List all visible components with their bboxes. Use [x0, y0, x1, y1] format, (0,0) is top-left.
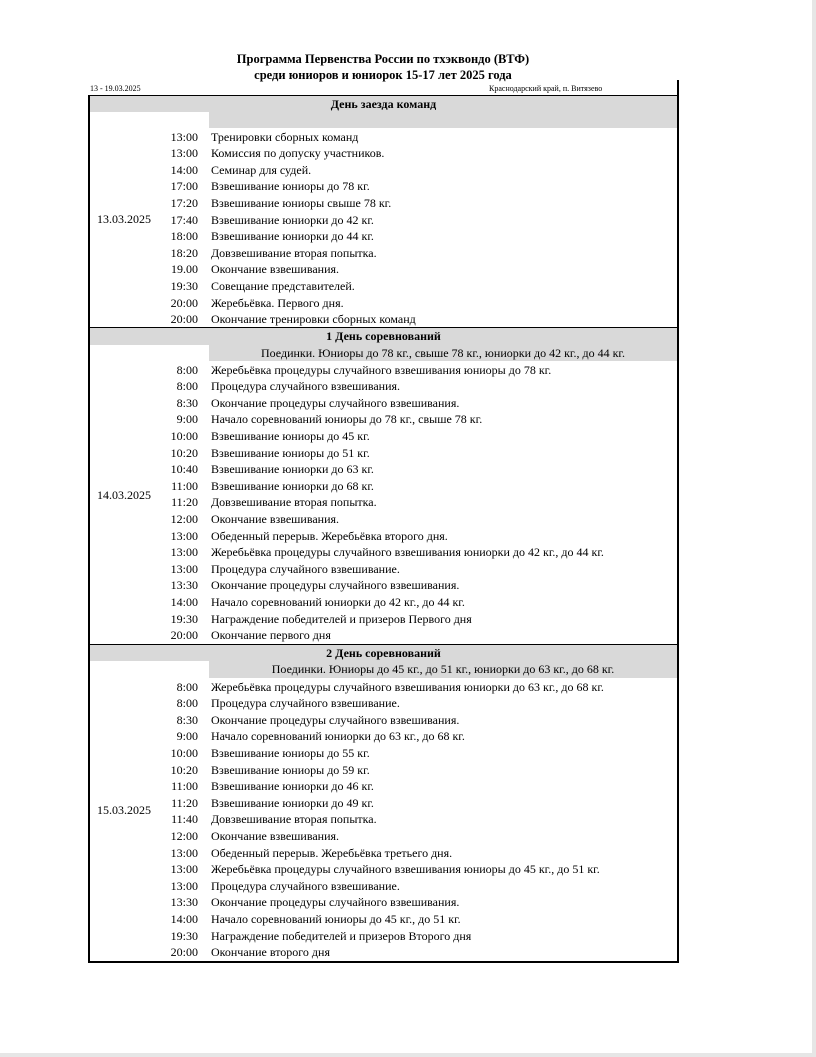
schedule-row: [90, 445, 677, 462]
event-time: 20:00: [170, 295, 198, 310]
event-time: 13:00: [170, 878, 198, 893]
schedule-row: [90, 845, 677, 862]
day-separator: [88, 961, 679, 963]
event-description: Комиссия по допуску участников.: [211, 146, 385, 161]
event-time: 12:00: [170, 828, 198, 843]
event-time: 19.00: [171, 262, 198, 277]
schedule-row: [90, 728, 677, 745]
event-description: Жеребьёвка процедуры случайного взвешивания юниоры до 78 кг.: [211, 362, 552, 377]
schedule-row: [90, 411, 677, 428]
event-description: Взвешивание юниоры до 78 кг.: [211, 179, 370, 194]
event-time: 19:30: [170, 611, 198, 626]
event-time: 18:00: [170, 229, 198, 244]
event-description: Начало соревнований юниоры до 45 кг., до 51 кг.: [211, 911, 461, 926]
event-time: 10:00: [170, 745, 198, 760]
event-time: 20:00: [170, 312, 198, 327]
day-date: 13.03.2025: [97, 212, 151, 226]
event-description: Начало соревнований юниорки до 63 кг., до 68 кг.: [211, 729, 465, 744]
schedule-row: [90, 212, 677, 229]
schedule-row: [90, 944, 677, 961]
event-description: Жеребьёвка. Первого дня.: [211, 295, 344, 310]
event-description: Взвешивание юниорки до 68 кг.: [211, 478, 374, 493]
event-time: 13:00: [170, 561, 198, 576]
event-time: 14:00: [170, 162, 198, 177]
day-date: 15.03.2025: [97, 803, 151, 817]
schedule-row: [90, 528, 677, 545]
event-description: Начало соревнований юниоры до 78 кг., свыше 78 кг.: [211, 412, 483, 427]
day-title: 2 День соревнований: [326, 646, 441, 660]
schedule-row: [90, 195, 677, 212]
event-time: 11:00: [171, 779, 198, 794]
event-time: 13:00: [170, 528, 198, 543]
event-time: 9:00: [176, 729, 198, 744]
event-description: Обеденный перерыв. Жеребьёвка второго дня.: [211, 528, 448, 543]
event-description: Взвешивание юниоры до 55 кг.: [211, 745, 370, 760]
event-description: Жеребьёвка процедуры случайного взвешивания юниоры до 45 кг., до 51 кг.: [211, 862, 600, 877]
event-time: 10:40: [170, 462, 198, 477]
schedule-row: [90, 712, 677, 729]
schedule-row: [90, 461, 677, 478]
schedule-row: [90, 611, 677, 628]
schedule-row: [90, 362, 677, 379]
event-description: Взвешивание юниорки до 42 кг.: [211, 212, 374, 227]
schedule-row: [90, 162, 677, 179]
event-time: 8:30: [176, 395, 198, 410]
event-description: Окончание второго дня: [211, 945, 330, 960]
event-description: Довзвешивание вторая попытка.: [211, 495, 377, 510]
event-time: 12:00: [170, 511, 198, 526]
table-right-border: [677, 80, 679, 963]
event-time: 19:30: [170, 928, 198, 943]
event-description: Окончание процедуры случайного взвешивания.: [211, 578, 460, 593]
event-description: Взвешивание юниорки до 63 кг.: [211, 462, 374, 477]
schedule-row: [90, 245, 677, 262]
schedule-row: [90, 695, 677, 712]
event-description: Жеребьёвка процедуры случайного взвешивания юниорки до 63 кг., до 68 кг.: [211, 679, 604, 694]
schedule-row: [90, 178, 677, 195]
schedule-row: [90, 894, 677, 911]
event-time: 20:00: [170, 945, 198, 960]
event-description: Довзвешивание вторая попытка.: [211, 245, 377, 260]
day-header-gap: [90, 345, 209, 361]
event-time: 19:30: [170, 278, 198, 293]
schedule-row: [90, 295, 677, 312]
schedule-row: [90, 261, 677, 278]
event-description: Взвешивание юниоры до 45 кг.: [211, 428, 370, 443]
event-time: 10:20: [170, 445, 198, 460]
schedule-row: [90, 228, 677, 245]
event-time: 11:20: [171, 495, 198, 510]
document-title-line1: Программа Первенства России по тхэквондо (ВТФ): [236, 52, 530, 66]
event-time: 13:00: [170, 146, 198, 161]
event-description: Взвешивание юниоры до 59 кг.: [211, 762, 370, 777]
schedule-row: [90, 278, 677, 295]
event-description: Окончание процедуры случайного взвешивания.: [211, 712, 460, 727]
event-time: 11:00: [171, 478, 198, 493]
event-time: 11:40: [171, 812, 198, 827]
schedule-row: [90, 378, 677, 395]
schedule-row: [90, 428, 677, 445]
schedule-row: [90, 811, 677, 828]
event-description: Окончание взвешивания.: [211, 511, 340, 526]
event-time: 13:30: [170, 578, 198, 593]
schedule-row: [90, 129, 677, 146]
event-description: Тренировки сборных команд: [211, 129, 359, 144]
event-time: 8:00: [176, 679, 198, 694]
event-time: 13:00: [170, 545, 198, 560]
day-date: 14.03.2025: [97, 488, 151, 502]
schedule-row: [90, 511, 677, 528]
day-header-gap: [90, 112, 209, 128]
schedule-row: [90, 478, 677, 495]
schedule-row: [90, 928, 677, 945]
event-description: Процедура случайного взвешивания.: [211, 379, 401, 394]
event-time: 13:00: [170, 862, 198, 877]
event-time: 17:20: [170, 195, 198, 210]
event-time: 13:30: [170, 895, 198, 910]
event-time: 17:40: [170, 212, 198, 227]
event-description: Процедура случайного взвешивание.: [211, 878, 400, 893]
event-time: 8:00: [176, 379, 198, 394]
event-time: 13:00: [170, 845, 198, 860]
day-header-gap: [90, 661, 209, 678]
event-description: Совещание представителей.: [211, 278, 355, 293]
event-location: Краснодарский край, п. Витязево: [489, 84, 603, 93]
schedule-row: [90, 627, 677, 644]
schedule-row: [90, 762, 677, 779]
event-description: Процедура случайного взвешивание.: [211, 696, 400, 711]
schedule-row: [90, 577, 677, 594]
event-description: Семинар для судей.: [211, 162, 312, 177]
event-description: Процедура случайного взвешивание.: [211, 561, 400, 576]
event-time: 8:00: [176, 362, 198, 377]
schedule-row: [90, 594, 677, 611]
event-description: Окончание тренировки сборных команд: [211, 312, 416, 327]
schedule-row: [90, 679, 677, 696]
event-description: Окончание процедуры случайного взвешивания.: [211, 895, 460, 910]
day-title: День заезда команд: [330, 97, 437, 111]
schedule-row: [90, 778, 677, 795]
event-time: 10:20: [170, 762, 198, 777]
event-description: Взвешивание юниорки до 44 кг.: [211, 229, 374, 244]
schedule-row: [90, 544, 677, 561]
schedule-row: [90, 494, 677, 511]
event-description: Окончание взвешивания.: [211, 262, 340, 277]
schedule-row: [90, 828, 677, 845]
event-time: 11:20: [171, 795, 198, 810]
event-time: 18:20: [170, 245, 198, 260]
document-title-line2: среди юниоров и юниорок 15-17 лет 2025 года: [254, 68, 512, 82]
event-description: Взвешивание юниорки до 49 кг.: [211, 795, 374, 810]
schedule-row: [90, 861, 677, 878]
event-time: 20:00: [170, 628, 198, 643]
event-time: 13:00: [170, 129, 198, 144]
event-description: Награждение победителей и призеров Первого дня: [211, 611, 472, 626]
event-description: Окончание процедуры случайного взвешивания.: [211, 395, 460, 410]
day-subtitle: Поединки. Юниоры до 45 кг., до 51 кг., юниорки до 63 кг., до 68 кг.: [271, 662, 615, 676]
event-description: Обеденный перерыв. Жеребьёвка третьего дня.: [211, 845, 453, 860]
day-title: 1 День соревнований: [326, 329, 441, 343]
schedule-row: [90, 395, 677, 412]
event-time: 8:30: [176, 712, 198, 727]
event-description: Жеребьёвка процедуры случайного взвешивания юниорки до 42 кг., до 44 кг.: [211, 545, 604, 560]
event-description: Взвешивание юниоры свыше 78 кг.: [211, 195, 392, 210]
day-subtitle: Поединки. Юниоры до 78 кг., свыше 78 кг., юниорки до 42 кг., до 44 кг.: [260, 346, 625, 360]
event-description: Довзвешивание вторая попытка.: [211, 812, 377, 827]
event-time: 8:00: [176, 696, 198, 711]
event-description: Окончание первого дня: [211, 628, 331, 643]
schedule-row: [90, 561, 677, 578]
schedule-row: [90, 878, 677, 895]
event-description: Начало соревнований юниорки до 42 кг., до 44 кг.: [211, 594, 465, 609]
event-time: 9:00: [176, 412, 198, 427]
schedule-row: [90, 145, 677, 162]
event-dates: 13 - 19.03.2025: [90, 84, 141, 93]
schedule-row: [90, 745, 677, 762]
event-description: Взвешивание юниорки до 46 кг.: [211, 779, 374, 794]
event-description: Окончание взвешивания.: [211, 828, 340, 843]
schedule-row: [90, 795, 677, 812]
event-time: 10:00: [170, 428, 198, 443]
schedule-row: [90, 911, 677, 928]
event-time: 14:00: [170, 911, 198, 926]
schedule-row: [90, 311, 677, 328]
event-time: 14:00: [170, 594, 198, 609]
event-time: 17:00: [170, 179, 198, 194]
event-description: Награждение победителей и призеров Второго дня: [211, 928, 472, 943]
event-description: Взвешивание юниоры до 51 кг.: [211, 445, 370, 460]
